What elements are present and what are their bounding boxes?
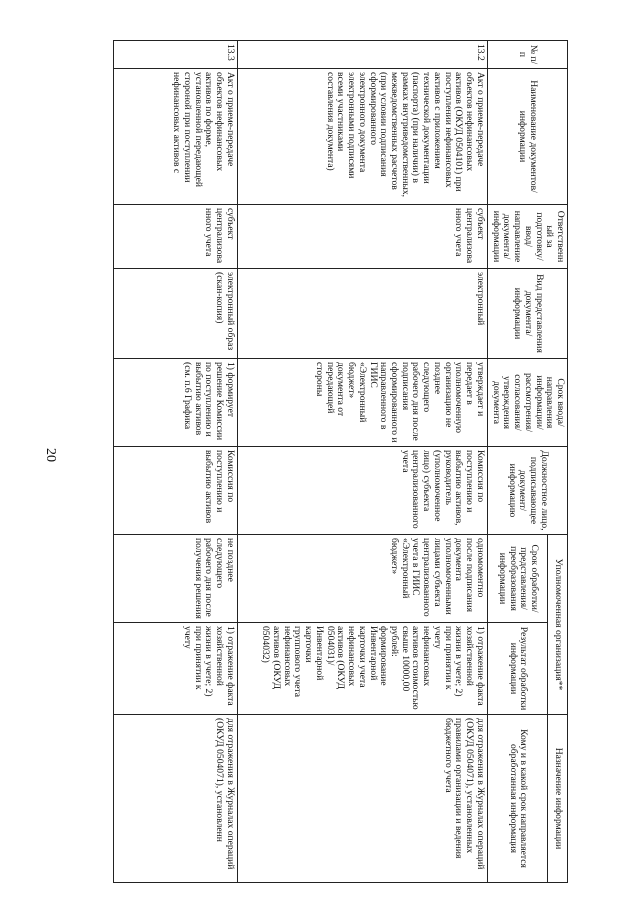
header-authorized-org: Уполномоченная организация** [548, 535, 568, 715]
cell-num: 13.2 [237, 41, 487, 69]
cell-view: электронный [237, 269, 487, 359]
header-processing-result: Результат обработки информации [487, 623, 547, 715]
cell-name: Акт о приеме-передаче объектов нефинансовых активов (ОКУД 0504101) при поступлении нефинансовых активов с приложением технической документации (паспорта) (при наличии) в рамках внутриведомственных, межведомственных расчетов (при условии подписания сформированного электронного документа электронными подписями всеми участниками составления документа) [237, 69, 487, 205]
cell-responsible: субъект централизованного учета [237, 205, 487, 269]
header-row-1 [548, 41, 568, 883]
header-processing-term: Срок обработки/ представления/ преобразования информации [487, 535, 547, 623]
cell-num: 13.3 [113, 41, 237, 69]
cell-purpose: для отражения в Журналах операций (ОКУД 0504071), установленн [113, 715, 237, 883]
header-signer: Должностное лицо, подписывающее документ/ информацию [487, 447, 567, 535]
page-number: 20 [43, 448, 58, 462]
header-name: Наименование документов/информации [487, 69, 567, 205]
header-deadline: Срок ввода/ направления информации/ рассмотрения/ согласования/ утверждения документа [487, 359, 567, 447]
cell-processing-term: не позднее следующего рабочего дня после получения решения [113, 535, 237, 623]
cell-deadline: утверждает и передает в уполномоченную организацию не позднее следующего рабочего дня после подписания сформированного и направленного в ГИИС «Электронный бюджет» документа от передающей стороны [237, 359, 487, 447]
cell-signer: Комиссия по поступлению и выбытию активов, руководитель (уполномоченное лицо) субъекта централизованного учета [237, 447, 487, 535]
header-responsible: Ответственный за подготовку/ ввод/ направление документа/ информации [487, 205, 567, 269]
table-row [237, 41, 487, 883]
header-purpose: Назначение информации [548, 715, 568, 883]
cell-view: электронный образ (скан-копия) [113, 269, 237, 359]
header-num: № п/п [487, 41, 567, 69]
cell-signer: Комиссия по поступлению и выбытию активов [113, 447, 237, 535]
table-row [113, 41, 237, 883]
cell-deadline: 1) формирует решение Комиссии по поступлению и выбытию активов (см. п.6 Графика [113, 359, 237, 447]
cell-responsible: субъект централизованного учета [113, 205, 237, 269]
cell-name: Акт о приеме-передаче объектов нефинансовых активов по форме, установленной передающей стороной при поступлении нефинансовых активов с [113, 69, 237, 205]
cell-processing-result: 1) отражение факта хозяйственной жизни в учете; 2) при принятии к учету [113, 623, 237, 715]
cell-purpose: для отражения в Журналах операций (ОКУД 0504071), установленных правилами организации и ведения бюджетного учета [237, 715, 487, 883]
schedule-table [113, 40, 568, 883]
rotated-table-sheet [88, 40, 568, 882]
cell-processing-result: 1) отражение факта хозяйственной жизни в учете; 2) при принятии к учету нефинансовых активов стоимостью свыше 10000,00 рублей: формирование Инвентарной карточки учета нефинансовых активов (ОКУД 0504031)/Инвентарной карточки группового учета нефинансовых активов (ОКУД 0504032) [237, 623, 487, 715]
header-view: Вид представления документа/ информации [487, 269, 567, 359]
cell-processing-term: одномоментно после подписания документа уполномоченными лицами субъекта централизованного учета в ГИИС «Электронный бюджет» [237, 535, 487, 623]
header-recipient: Кому и в какой срок направляется обработанная информация [487, 715, 547, 883]
